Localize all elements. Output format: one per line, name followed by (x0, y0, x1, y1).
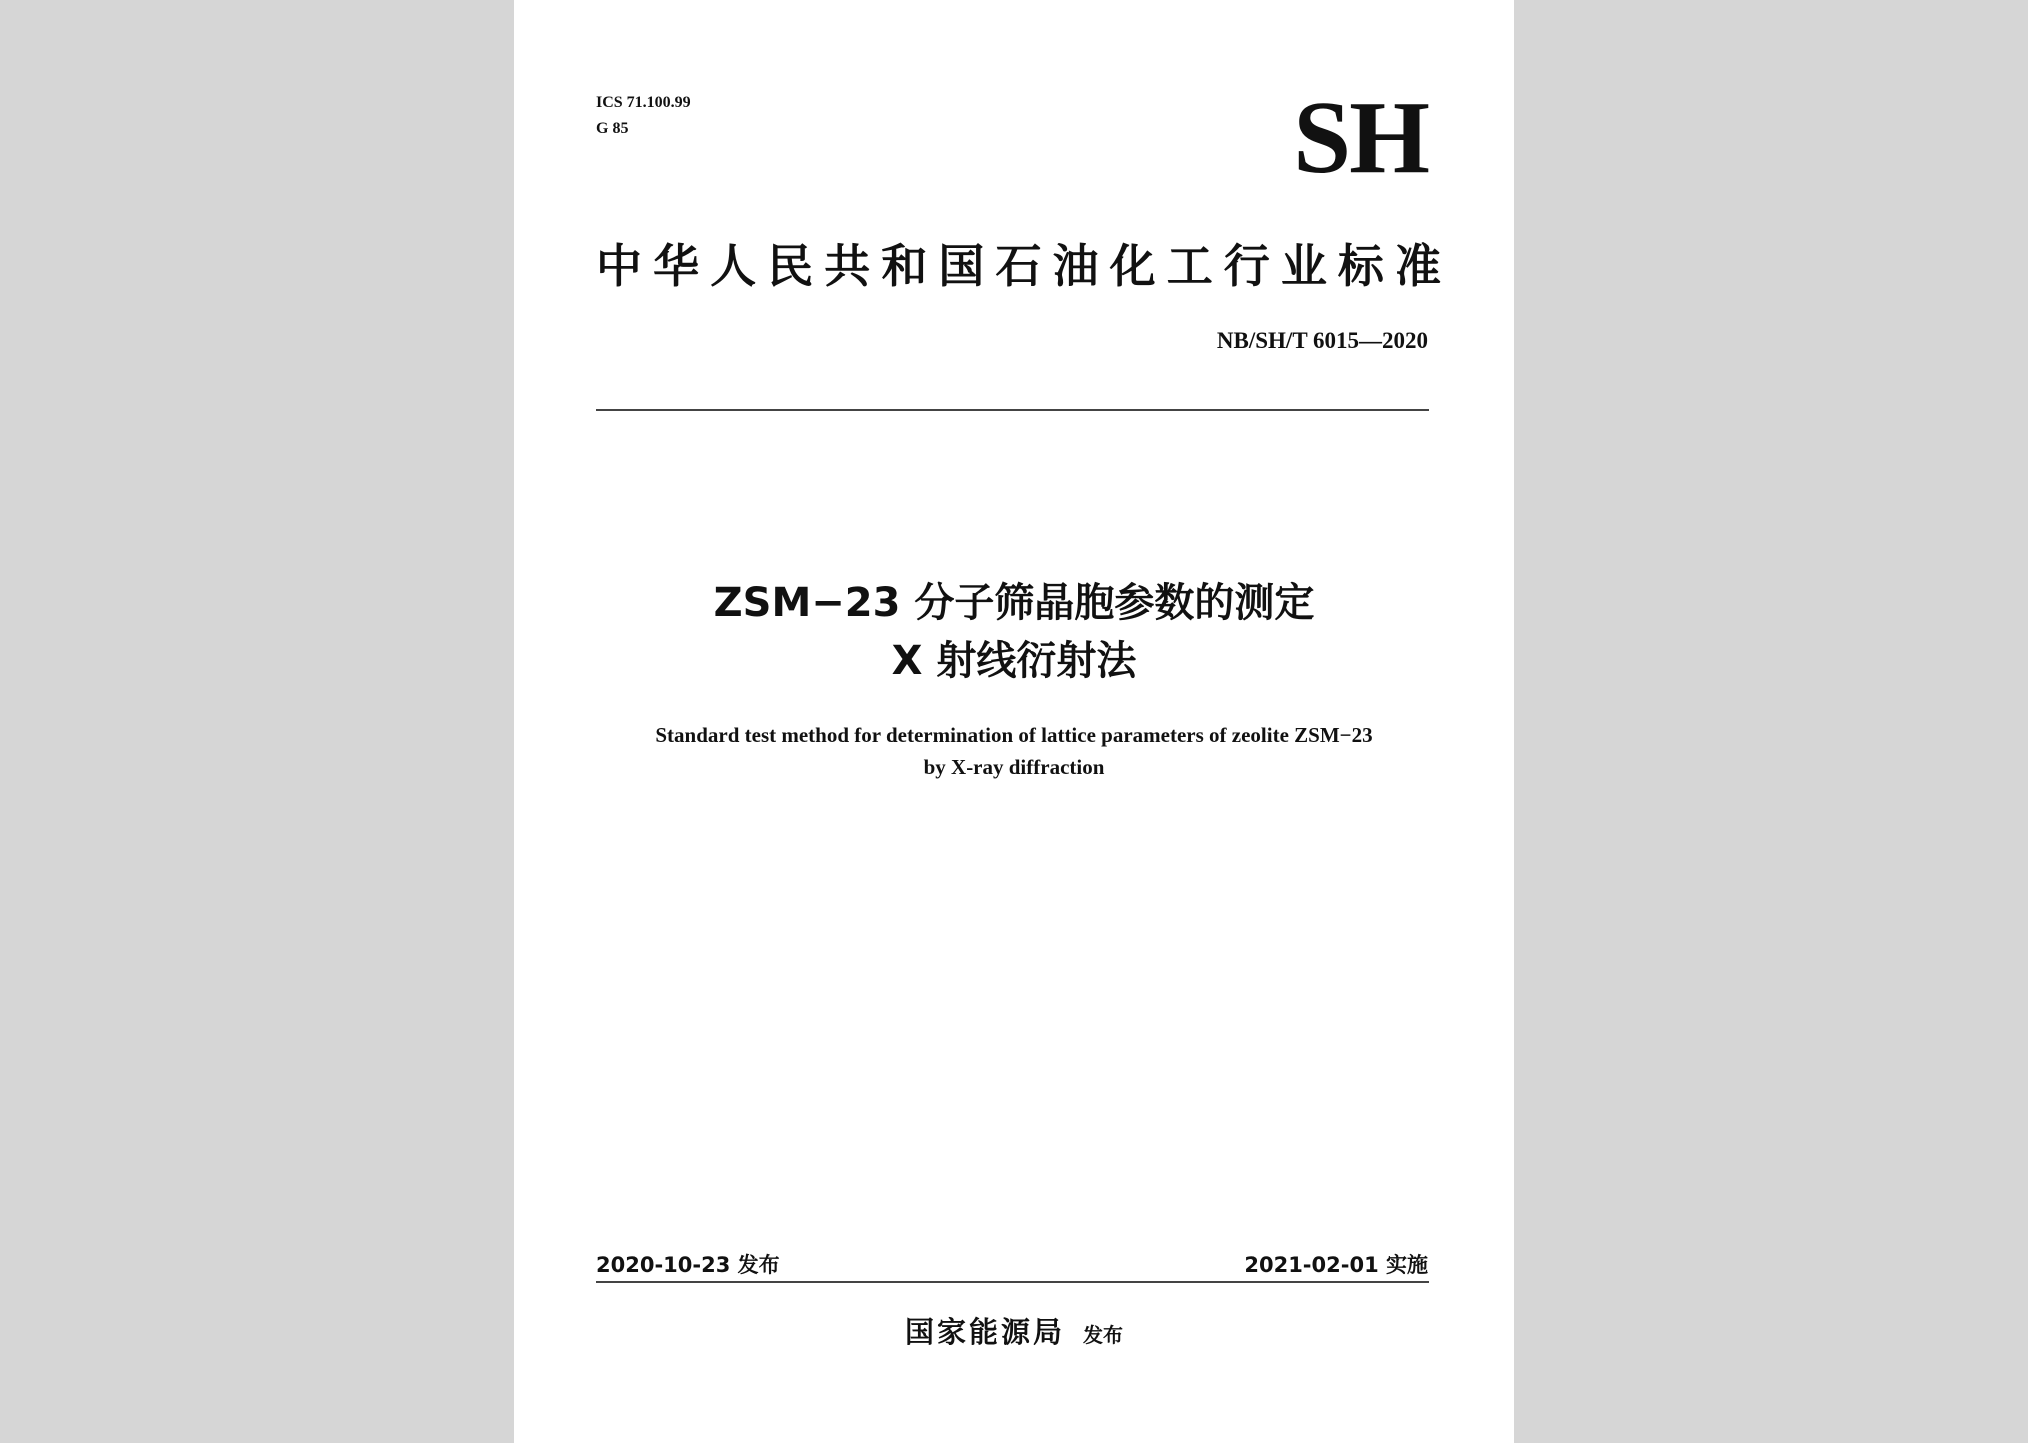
ccs-code: G 85 (596, 120, 629, 137)
chinese-title (514, 574, 1514, 690)
ics-code: ICS 71.100.99 (596, 94, 691, 111)
english-title-line-2: by X-ray diffraction (923, 755, 1105, 779)
standard-number: NB/SH/T 6015—2020 (1216, 328, 1428, 353)
top-divider (596, 409, 1429, 411)
publisher-line (514, 1310, 1514, 1351)
publisher-name: 国家能源局 (904, 1315, 1065, 1349)
chinese-title-line-1: ZSM−23 分子筛晶胞参数的测定 (713, 580, 1315, 626)
effective-date: 2021-02-01 实施 (1244, 1253, 1428, 1277)
issue-date: 2020-10-23 发布 (596, 1253, 780, 1277)
english-title-line-1: Standard test method for determination of lattice parameters of zeolite ZSM−23 (655, 723, 1373, 747)
bottom-divider (596, 1281, 1429, 1283)
chinese-title-line-2: X 射线衍射法 (891, 638, 1137, 684)
classification-codes (596, 90, 691, 142)
publisher-suffix: 发布 (1083, 1323, 1123, 1347)
english-title (514, 719, 1514, 783)
cover-page (514, 0, 1514, 1443)
standard-category-title: 中华人民共和国石油化工行业标准 (596, 239, 1441, 293)
sh-logo: SH (1293, 80, 1428, 195)
